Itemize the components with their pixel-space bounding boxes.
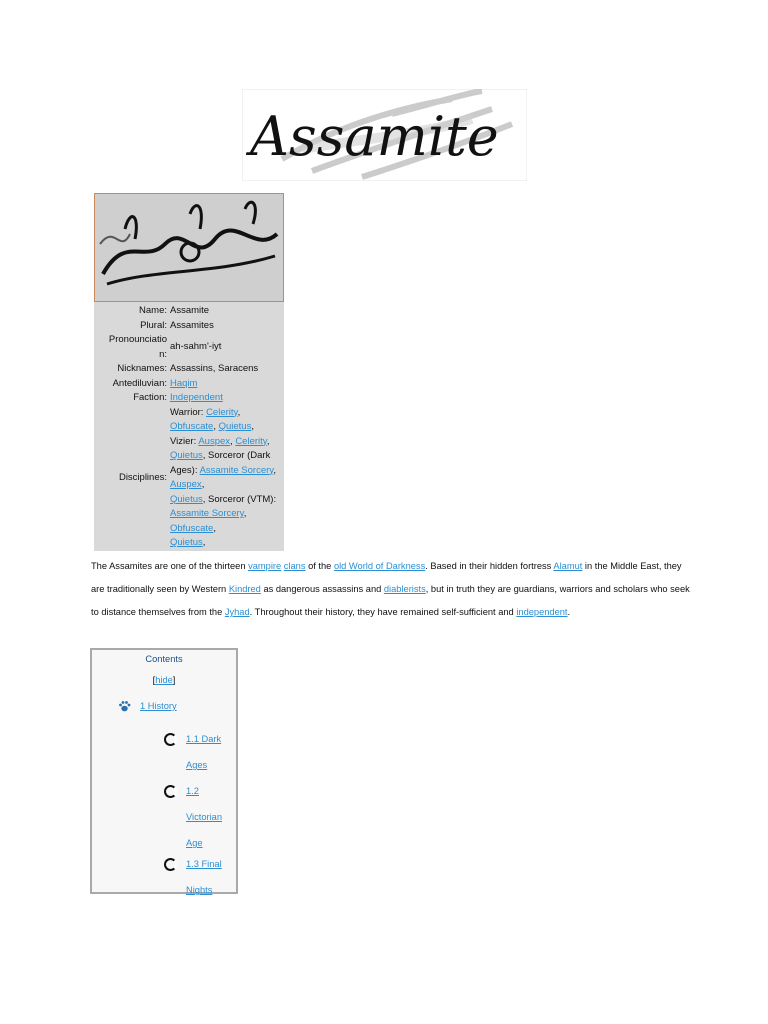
- text: .: [567, 607, 571, 617]
- text: ,: [237, 406, 241, 418]
- text: of the: [305, 561, 334, 571]
- quietus-link[interactable]: Quietus: [170, 450, 203, 461]
- infobox-label: [94, 333, 170, 362]
- quietus-link[interactable]: Quietus: [170, 537, 203, 548]
- infobox-value: [170, 391, 284, 406]
- text: in the Middle East, they are traditionally seen by Western: [91, 561, 682, 594]
- assamite-logo: [242, 89, 527, 181]
- text: Vizier:: [170, 435, 199, 447]
- toc-item-history: [118, 700, 177, 713]
- text: , Sorceror (Dark Ages):: [170, 450, 271, 476]
- text: . Based in their hidden fortress: [425, 561, 554, 571]
- diablerists-link[interactable]: diablerists: [383, 584, 426, 594]
- clans-link[interactable]: clans: [283, 561, 306, 571]
- infobox-row-plural: [94, 319, 284, 334]
- bracket: ]: [172, 675, 176, 685]
- text: Warrior:: [170, 406, 207, 418]
- clan-emblem-image: [94, 193, 284, 302]
- bracket: [: [152, 675, 156, 685]
- assamite-sorcery-link[interactable]: Assamite Sorcery: [199, 464, 274, 476]
- text: ,: [202, 537, 206, 548]
- clan-infobox: [94, 193, 284, 551]
- paw-bullet-icon: [118, 700, 131, 713]
- toc-link-victorian-age[interactable]: 1.2 Victorian Age: [186, 786, 223, 848]
- jyhad-link[interactable]: Jyhad: [224, 607, 250, 617]
- infobox-label: Name:: [139, 305, 167, 316]
- infobox-row-disciplines: [94, 406, 284, 551]
- haqim-link[interactable]: Haqim: [170, 377, 198, 389]
- infobox-value: Assassins, Saracens: [170, 363, 259, 374]
- obfuscate-link[interactable]: Obfuscate: [170, 522, 214, 534]
- infobox-row-pronunciation: [94, 333, 284, 362]
- text: ,: [273, 464, 276, 476]
- independent-link[interactable]: Independent: [170, 392, 223, 403]
- ring-bullet-icon: [164, 733, 177, 746]
- emblem-artwork: [95, 194, 283, 301]
- infobox-label: Disciplines:: [118, 471, 167, 483]
- toc-link-dark-ages[interactable]: 1.1 Dark Ages: [186, 734, 222, 770]
- alamut-link[interactable]: Alamut: [553, 561, 583, 571]
- celerity-link[interactable]: Celerity: [235, 435, 267, 447]
- auspex-link[interactable]: Auspex: [170, 479, 202, 490]
- vampire-link[interactable]: vampire: [248, 561, 282, 571]
- text: , Sorceror (VTM):: [202, 493, 277, 505]
- text: , but in truth they are guardians, warriors and scholars who seek to distance themselves from the: [91, 584, 690, 617]
- intro-paragraph: [91, 555, 691, 624]
- text: ,: [230, 435, 236, 447]
- ring-bullet-icon: [164, 858, 177, 871]
- infobox-row-antediluvian: [94, 377, 284, 392]
- toc-link-final-nights[interactable]: 1.3 Final Nights: [186, 859, 222, 895]
- svg-text:Assamite: Assamite: [250, 105, 499, 168]
- assamite-sorcery-link[interactable]: Assamite Sorcery: [170, 508, 244, 519]
- quietus-link[interactable]: Quietus: [170, 493, 203, 505]
- obfuscate-link[interactable]: Obfuscate: [170, 421, 214, 432]
- infobox-row-faction: [94, 391, 284, 406]
- disciplines-value: [170, 406, 284, 551]
- text: ,: [243, 508, 247, 519]
- toc-hide-link[interactable]: hide: [155, 675, 173, 685]
- toc-title: Contents: [145, 654, 183, 664]
- infobox-value: [170, 377, 284, 392]
- text: . Throughout their history, they have remained self-sufficient and: [249, 607, 517, 617]
- ring-bullet-icon: [164, 785, 177, 798]
- toc-link-history[interactable]: 1 History: [140, 700, 177, 711]
- quietus-link[interactable]: Quietus: [218, 421, 252, 432]
- kindred-link[interactable]: Kindred: [228, 584, 261, 594]
- infobox-row-name: [94, 302, 284, 319]
- infobox-label: Nicknames:: [117, 363, 167, 374]
- table-of-contents: [90, 648, 238, 894]
- infobox-label: Plural:: [140, 319, 167, 331]
- toc-hide-control: [92, 675, 236, 685]
- text: ,: [266, 435, 270, 447]
- text: The Assamites are one of the thirteen: [91, 561, 249, 571]
- infobox-label: Antediluvian:: [112, 377, 167, 389]
- infobox-row-nicknames: [94, 362, 284, 377]
- text: ,: [213, 522, 216, 534]
- text: ,: [201, 479, 205, 490]
- auspex-link[interactable]: Auspex: [198, 435, 231, 447]
- label-part: Pronounciatio: [108, 334, 167, 345]
- text: ,: [213, 421, 219, 432]
- infobox-value: Assamite: [170, 305, 210, 316]
- text: as dangerous assassins and: [260, 584, 384, 594]
- infobox-label: Faction:: [133, 392, 167, 403]
- infobox-value: ah-sahm'-iyt: [170, 341, 222, 353]
- independent-link[interactable]: independent: [516, 607, 568, 617]
- celerity-link[interactable]: Celerity: [206, 406, 238, 418]
- infobox-table: [94, 302, 284, 551]
- text: ,: [251, 421, 254, 432]
- old-world-of-darkness-link[interactable]: old World of Darkness: [333, 561, 426, 571]
- label-part: n:: [159, 348, 167, 360]
- logo-artwork: [242, 89, 527, 181]
- infobox-value: Assamites: [170, 319, 214, 331]
